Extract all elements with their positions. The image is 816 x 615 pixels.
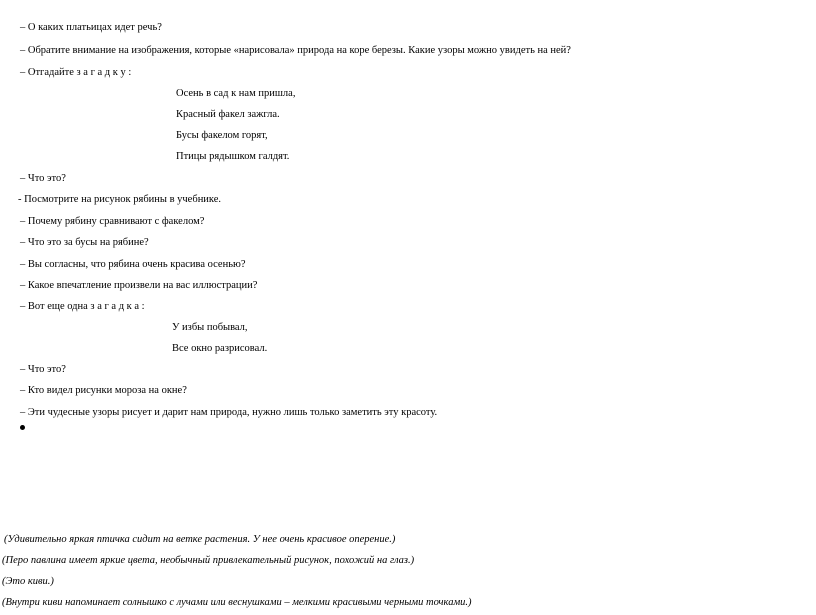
list-bullet: [20, 425, 25, 430]
riddle-line: Все окно разрисовал.: [172, 343, 268, 354]
riddle-line: Птицы рядышком галдят.: [176, 151, 290, 162]
note-line: (Перо павлина имеет яркие цвета, необычный привлекательный рисунок, похожий на глаз.): [2, 555, 415, 566]
dialogue-line: – Отгадайте з а г а д к у :: [20, 67, 132, 78]
dialogue-line: – Вот еще одна з а г а д к а :: [20, 301, 145, 312]
dialogue-line: – Эти чудесные узоры рисует и дарит нам природа, нужно лишь только заметить эту красоту.: [20, 407, 438, 418]
riddle-line: Красный факел зажгла.: [176, 109, 280, 120]
dialogue-line: – Обратите внимание на изображения, которые «нарисовала» природа на коре березы. Какие узоры можно увидеть на ней?: [20, 45, 571, 56]
dialogue-line: – Почему рябину сравнивают с факелом?: [20, 216, 205, 227]
note-line: (Удивительно яркая птичка сидит на ветке растения. У нее очень красивое оперение.): [4, 534, 396, 545]
dialogue-line: – Вы согласны, что рябина очень красива осенью?: [20, 259, 246, 270]
note-line: (Это киви.): [2, 576, 54, 587]
dialogue-line: – Что это?: [20, 364, 66, 375]
dialogue-line: – О каких платьицах идет речь?: [20, 22, 162, 33]
dialogue-line: – Какое впечатление произвели на вас иллюстрации?: [20, 280, 258, 291]
dialogue-line: – Что это за бусы на рябине?: [20, 237, 149, 248]
riddle-line: Бусы факелом горят,: [176, 130, 268, 141]
dialogue-line: – Кто видел рисунки мороза на окне?: [20, 385, 187, 396]
dialogue-line: – Что это?: [20, 173, 66, 184]
note-line: (Внутри киви напоминает солнышко с лучами или веснушками – мелкими красивыми черными точками.): [2, 597, 472, 608]
riddle-line: У избы побывал,: [172, 322, 248, 333]
riddle-line: Осень в сад к нам пришла,: [176, 88, 296, 99]
dialogue-line: - Посмотрите на рисунок рябины в учебнике.: [18, 194, 222, 205]
